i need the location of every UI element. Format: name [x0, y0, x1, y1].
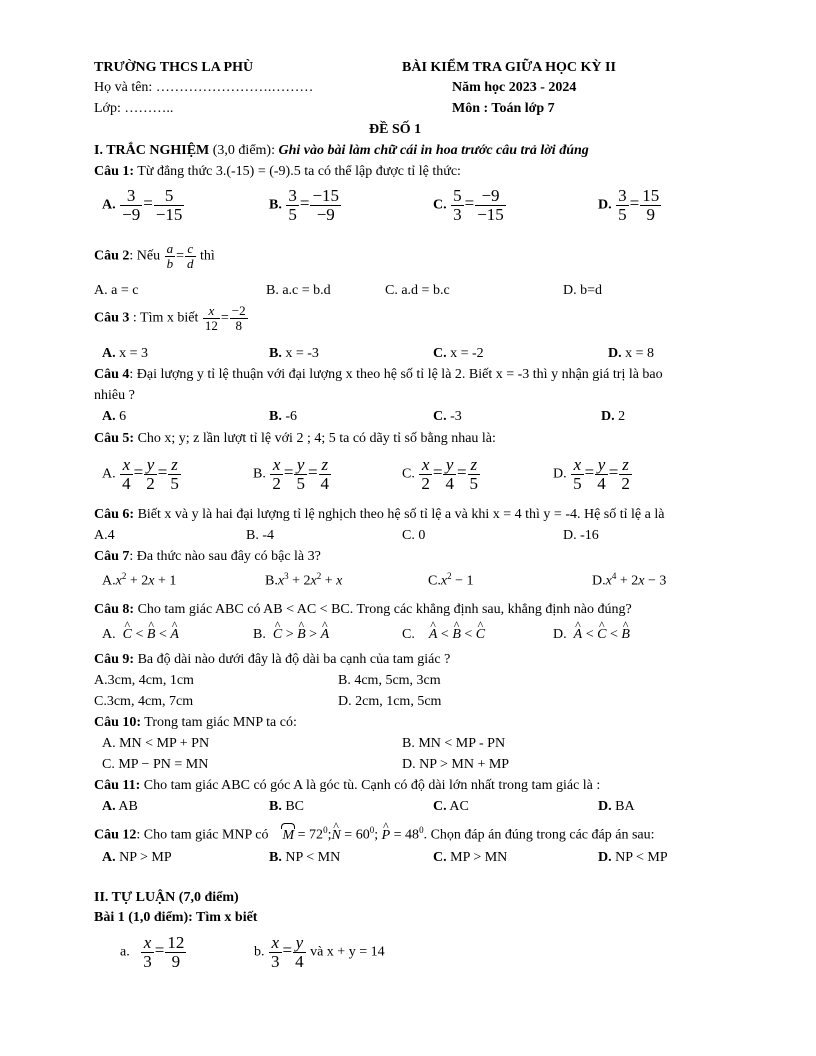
q7-option-a: $A.x^2 + 2x + 1$: [102, 571, 177, 589]
bai1-title: Bài 1 (1,0 điểm): Tìm x biết: [94, 910, 258, 925]
q3-d-text: x = 8: [621, 346, 655, 361]
part1-instruction: Ghi vào bài làm chữ cái in hoa trước câu trả lời đúng: [278, 143, 589, 158]
q1-c-label: C.: [433, 197, 447, 213]
q1-text: Từ đẳng thức 3.(-15) = (-9).5 ta có thể lập được tỉ lệ thức:: [134, 164, 461, 179]
q2-label: Câu 2: [94, 248, 130, 264]
q3-stem: Câu 3 : Tìm x biết $\frac{x}{12}$ = $\frac{-2}{8}$: [94, 303, 246, 333]
q5-b-label: B.: [253, 466, 266, 482]
q4-d-text: 2: [614, 409, 626, 424]
q12-text: : Cho tam giác MNP có: [136, 827, 269, 843]
q7-c-label: C.: [428, 573, 441, 589]
q6-label: Câu 6:: [94, 507, 135, 522]
q3-option-b: [269, 346, 319, 362]
q12-text2: . Chọn đáp án đúng trong các đáp án sau:: [423, 827, 655, 843]
q1-option-c: C. $\frac{5}{3}$ = $\frac{-9}{-15}$: [433, 186, 504, 224]
q3-option-d: [608, 346, 654, 362]
q9-option-c: C.3cm, 4cm, 7cm: [94, 694, 194, 709]
q1-label: Câu 1:: [94, 164, 135, 179]
q1-option-b: B. $\frac{3}{5}$ = $\frac{-15}{-9}$: [269, 186, 340, 224]
q5-d-label: D.: [553, 466, 567, 482]
q2-option-c: C. a.d = b.c: [385, 283, 450, 298]
q12-option-b: [269, 850, 340, 866]
bai1-a: a. $\frac{x}{3}$ = $\frac{12}{9}$: [120, 933, 185, 971]
q7-option-b: $B.x^3 + 2x^2 + x$: [265, 571, 343, 589]
q7-b-label: B.: [265, 573, 278, 589]
q11-d-label: D.: [598, 799, 612, 814]
q4-a-label: A.: [102, 409, 116, 424]
part1-points: (3,0 điểm):: [209, 143, 279, 158]
q9-text: Ba độ dài nào dưới đây là độ dài ba cạnh của tam giác ?: [134, 652, 451, 667]
class-line: Lớp: ………..: [94, 101, 174, 116]
q2-option-a: A. a = c: [94, 283, 139, 298]
q4-b-label: B.: [269, 409, 282, 424]
q11-option-a: [102, 799, 138, 815]
q11-c-text: AC: [446, 799, 469, 814]
q9-stem: [94, 652, 450, 668]
q10-option-b: B. MN < MP - PN: [402, 736, 506, 751]
q3-b-text: x = -3: [281, 346, 319, 361]
q8-option-c: C. ^ A < ^ B < ^ C: [402, 627, 485, 643]
q3-pre: : Tìm x biết: [129, 310, 199, 326]
school-year: Năm học 2023 - 2024: [452, 80, 577, 95]
q10-option-a: A. MN < MP + PN: [102, 736, 210, 751]
q10-label: Câu 10:: [94, 715, 142, 730]
q4-text: : Đại lượng y tỉ lệ thuận với đại lượng x theo hệ số tỉ lệ là 2. Biết x = -3 thì y nhận giá trị là bao: [129, 367, 663, 382]
q12-option-d: [598, 850, 668, 866]
q12-a-text: NP > MP: [115, 850, 172, 865]
part1-heading: [94, 143, 589, 159]
q4-stem: [94, 367, 663, 383]
q2-post: thì: [200, 248, 215, 264]
bai1-b-tail: và x + y = 14: [306, 944, 385, 960]
q8-label: Câu 8:: [94, 602, 135, 617]
q11-option-b: [269, 799, 304, 815]
q7-a-label: A.: [102, 573, 116, 589]
q1-b-label: B.: [269, 197, 282, 213]
q9-option-b: B. 4cm, 5cm, 3cm: [338, 673, 441, 688]
q4-option-c: [433, 409, 462, 425]
q8-a-label: A.: [102, 627, 116, 642]
q2-pre: : Nếu: [129, 248, 161, 264]
q3-option-c: [433, 346, 484, 362]
q6-option-d: D. -16: [563, 528, 599, 543]
part2-title: II. TỰ LUẬN (7,0 điểm): [94, 890, 239, 905]
q8-option-d: D. ^ A < ^ C < ^ B: [553, 627, 630, 643]
q11-option-c: [433, 799, 469, 815]
q4-option-d: [601, 409, 625, 425]
exam-code: ĐỀ SỐ 1: [369, 122, 422, 137]
q1-a-label: A.: [102, 197, 116, 213]
bai1-b-label: b.: [254, 944, 265, 960]
q11-d-text: BA: [611, 799, 635, 814]
q4-option-a: [102, 409, 126, 425]
q5-stem: [94, 431, 496, 447]
q6-option-a: A.4: [94, 528, 115, 543]
q12-d-label: D.: [598, 850, 612, 865]
q6-stem: [94, 507, 664, 523]
q11-b-text: BC: [281, 799, 305, 814]
q3-a-label: A.: [102, 346, 116, 361]
q8-stem: [94, 602, 632, 618]
part1-title: I. TRẮC NGHIỆM: [94, 143, 210, 158]
q12-b-label: B.: [269, 850, 282, 865]
q12-stem: Câu 12: Cho tam giác MNP có $M = 72^0;\^{}$ $N = 60^0$; ^ $P = 48^0$. Chọn đáp án đúng trong các đáp án sau:: [94, 825, 655, 844]
q11-label: Câu 11:: [94, 778, 141, 793]
q12-option-a: [102, 850, 172, 866]
q7-option-d: $D.x^4 + 2x - 3$: [592, 571, 667, 589]
name-line: Họ và tên: …………………….………: [94, 80, 314, 95]
bai1-b: b. $\frac{x}{3}$ = $\frac{y}{4}$ và x + y = 14: [254, 933, 385, 971]
q8-d-label: D.: [553, 627, 567, 642]
q11-text: Cho tam giác ABC có góc A là góc tù. Cạnh có độ dài lớn nhất trong tam giác là :: [140, 778, 601, 793]
q5-label: Câu 5:: [94, 431, 135, 446]
q6-text: Biết x và y là hai đại lượng tỉ lệ nghịch theo hệ số tỉ lệ a và khi x = 4 thì y = -4. Hệ số tỉ lệ a là: [134, 507, 665, 522]
q12-option-c: [433, 850, 507, 866]
q8-option-a: A. ^ C < ^ B < ^ A: [102, 627, 179, 643]
q12-c-label: C.: [433, 850, 447, 865]
q2-option-b: B. a.c = b.d: [266, 283, 331, 298]
q3-option-a: [102, 346, 148, 362]
q11-c-label: C.: [433, 799, 447, 814]
q8-option-b: B. ^ C > ^ B > ^ A: [253, 627, 329, 643]
q4-option-b: [269, 409, 297, 425]
q12-label: Câu 12: [94, 827, 137, 843]
q5-a-label: A.: [102, 466, 116, 482]
q5-c-label: C.: [402, 466, 415, 482]
q7-d-label: D.: [592, 573, 606, 589]
q11-a-label: A.: [102, 799, 116, 814]
subject: Môn : Toán lớp 7: [452, 101, 555, 116]
q12-c-text: MP > MN: [446, 850, 508, 865]
bai1-a-label: a.: [120, 944, 130, 960]
q8-text: Cho tam giác ABC có AB < AC < BC. Trong các khẳng định sau, khẳng định nào đúng?: [134, 602, 632, 617]
q7-text: : Đa thức nào sau đây có bậc là 3?: [129, 549, 321, 564]
q10-option-c: C. MP − PN = MN: [102, 757, 209, 772]
q6-option-c: C. 0: [402, 528, 426, 543]
q1-d-label: D.: [598, 197, 612, 213]
q11-a-text: AB: [115, 799, 138, 814]
q5-option-b: B. $\frac{x}{2}$ = $\frac{y}{5}$ = $\frac{z}{4}$: [253, 455, 330, 493]
q7-stem: [94, 549, 321, 565]
q5-option-a: A. $\frac{x}{4}$ = $\frac{y}{2}$ = $\frac{z}{5}$: [102, 455, 179, 493]
exam-title: BÀI KIỂM TRA GIỮA HỌC KỲ II: [402, 60, 616, 75]
q3-d-label: D.: [608, 346, 622, 361]
q9-label: Câu 9:: [94, 652, 135, 667]
q12-d-text: NP < MP: [611, 850, 668, 865]
q12-a-label: A.: [102, 850, 116, 865]
q10-text: Trong tam giác MNP ta có:: [141, 715, 297, 730]
q6-option-b: B. -4: [246, 528, 274, 543]
q9-option-d: D. 2cm, 1cm, 5cm: [338, 694, 442, 709]
q4-label: Câu 4: [94, 367, 130, 382]
q1-option-d: D. $\frac{3}{5}$ = $\frac{15}{9}$: [598, 186, 660, 224]
q7-label: Câu 7: [94, 549, 130, 564]
q2-stem: Câu 2: Nếu $\frac{a}{b}$ = $\frac{c}{d}$ thì: [94, 241, 215, 271]
q4-b-text: -6: [281, 409, 298, 424]
q3-b-label: B.: [269, 346, 282, 361]
q10-stem: [94, 715, 297, 731]
q7-option-c: $C.x^2 - 1$: [428, 571, 474, 589]
q3-label: Câu 3: [94, 310, 130, 326]
q12-b-text: NP < MN: [281, 850, 341, 865]
q5-text: Cho x; y; z lần lượt tỉ lệ với 2 ; 4; 5 ta có dãy tỉ số bằng nhau là:: [134, 431, 496, 446]
q8-c-label: C.: [402, 627, 415, 642]
q5-option-d: D. $\frac{x}{5}$ = $\frac{y}{4}$ = $\frac{z}{2}$: [553, 455, 630, 493]
q4-a-text: 6: [115, 409, 127, 424]
q1-stem: [94, 164, 461, 180]
q2-option-d: D. b=d: [563, 283, 603, 298]
q10-option-d: D. NP > MN + MP: [402, 757, 510, 772]
q4-c-text: -3: [446, 409, 462, 424]
q3-c-text: x = -2: [446, 346, 484, 361]
q3-a-text: x = 3: [115, 346, 149, 361]
q4-stem-cont: nhiêu ?: [94, 388, 135, 403]
q3-c-label: C.: [433, 346, 447, 361]
q4-c-label: C.: [433, 409, 447, 424]
q11-stem: [94, 778, 600, 794]
q5-option-c: C. $\frac{x}{2}$ = $\frac{y}{4}$ = $\frac{z}{5}$: [402, 455, 479, 493]
q11-option-d: [598, 799, 635, 815]
q1-option-a: A. $\frac{3}{-9}$ = $\frac{5}{-15}$: [102, 186, 183, 224]
q9-option-a: A.3cm, 4cm, 1cm: [94, 673, 194, 688]
q11-b-label: B.: [269, 799, 282, 814]
q8-b-label: B.: [253, 627, 266, 642]
school-name: TRƯỜNG THCS LA PHÙ: [94, 60, 254, 75]
q4-d-label: D.: [601, 409, 615, 424]
